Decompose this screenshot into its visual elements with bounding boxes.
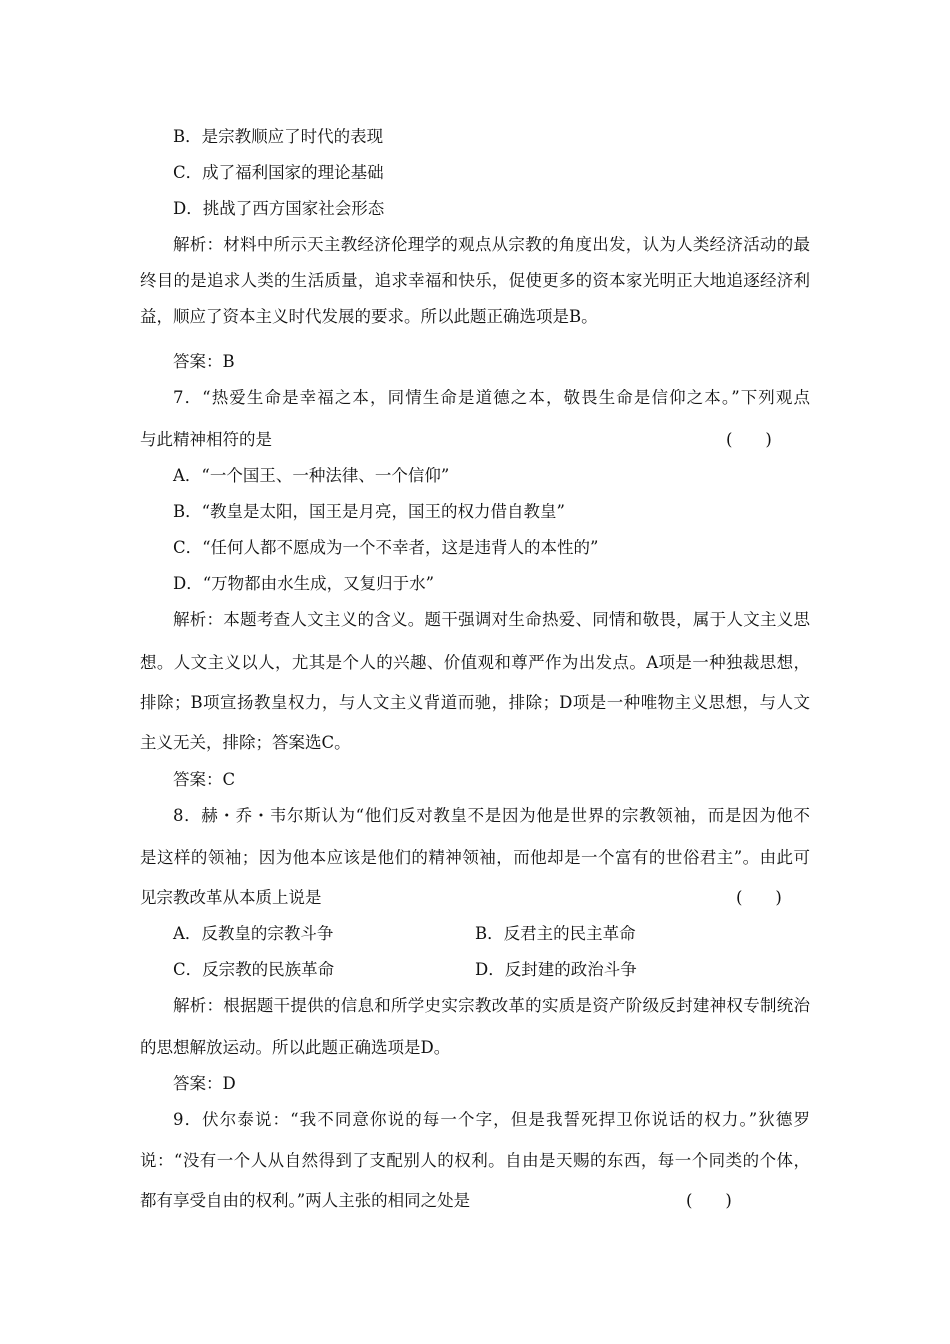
q7-option-a: A．“一个国王、一种法律、一个信仰” xyxy=(173,466,450,485)
q6-analysis-line: 终目的是追求人类的生活质量，追求幸福和快乐，促使更多的资本家光明正大地追逐经济利 xyxy=(140,271,810,290)
q8-answer-blank: ( ) xyxy=(736,888,782,907)
q8-stem-line: 见宗教改革从本质上说是 xyxy=(140,888,322,907)
q6-answer: 答案：B xyxy=(173,352,235,371)
q7-analysis-line: 解析：本题考查人文主义的含义。题干强调对生命热爱、同情和敬畏，属于人文主义思 xyxy=(173,610,810,629)
q7-option-d: D．“万物都由水生成，又复归于水” xyxy=(173,574,435,593)
q8-stem-line: 8．赫・乔・韦尔斯认为“他们反对教皇不是因为他是世界的宗教领袖，而是因为他不 xyxy=(173,806,810,825)
q8-analysis-line: 解析：根据题干提供的信息和所学史实宗教改革的实质是资产阶级反封建神权专制统治 xyxy=(173,996,810,1015)
q9-stem-line: 9．伏尔泰说：“我不同意你说的每一个字，但是我誓死捍卫你说话的权力。”狄德罗 xyxy=(173,1110,810,1129)
q8-stem-line: 是这样的领袖；因为他本应该是他们的精神领袖，而他却是一个富有的世俗君主”。由此可 xyxy=(140,848,810,867)
q7-analysis-line: 想。人文主义以人，尤其是个人的兴趣、价值观和尊严作为出发点。A项是一种独裁思想， xyxy=(140,653,810,672)
q7-stem-line: 与此精神相符的是 xyxy=(140,430,272,449)
q8-option-a: A．反教皇的宗教斗争 xyxy=(173,924,334,943)
q7-answer: 答案：C xyxy=(173,770,236,789)
q9-stem-line: 都有享受自由的权利。”两人主张的相同之处是 xyxy=(140,1191,471,1210)
q8-option-b: B．反君主的民主革命 xyxy=(475,924,636,943)
q7-answer-blank: ( ) xyxy=(726,430,772,449)
q7-analysis-line: 主义无关，排除；答案选C。 xyxy=(140,733,351,752)
q7-option-b: B．“教皇是太阳，国王是月亮，国王的权力借自教皇” xyxy=(173,502,565,521)
q7-option-c: C．“任何人都不愿成为一个不幸者，这是违背人的本性的” xyxy=(173,538,599,557)
q7-analysis-line: 排除；B项宣扬教皇权力，与人文主义背道而驰，排除；D项是一种唯物主义思想，与人文 xyxy=(140,693,810,712)
q6-analysis-line: 益，顺应了资本主义时代发展的要求。所以此题正确选项是B。 xyxy=(140,307,598,326)
q8-analysis-line: 的思想解放运动。所以此题正确选项是D。 xyxy=(140,1038,451,1057)
q7-stem-line: 7．“热爱生命是幸福之本，同情生命是道德之本，敬畏生命是信仰之本。”下列观点 xyxy=(173,388,810,407)
q8-option-d: D．反封建的政治斗争 xyxy=(475,960,637,979)
q6-analysis-line: 解析：材料中所示天主教经济伦理学的观点从宗教的角度出发，认为人类经济活动的最 xyxy=(173,235,810,254)
q9-stem-line: 说：“没有一个人从自然得到了支配别人的权利。自由是天赐的东西，每一个同类的个体， xyxy=(140,1151,810,1170)
q8-answer: 答案：D xyxy=(173,1074,236,1093)
q8-option-c: C．反宗教的民族革命 xyxy=(173,960,335,979)
q9-answer-blank: ( ) xyxy=(686,1191,732,1210)
q6-option-b: B．是宗教顺应了时代的表现 xyxy=(173,127,384,146)
q6-option-c: C．成了福利国家的理论基础 xyxy=(173,163,384,182)
q6-option-d: D．挑战了西方国家社会形态 xyxy=(173,199,385,218)
